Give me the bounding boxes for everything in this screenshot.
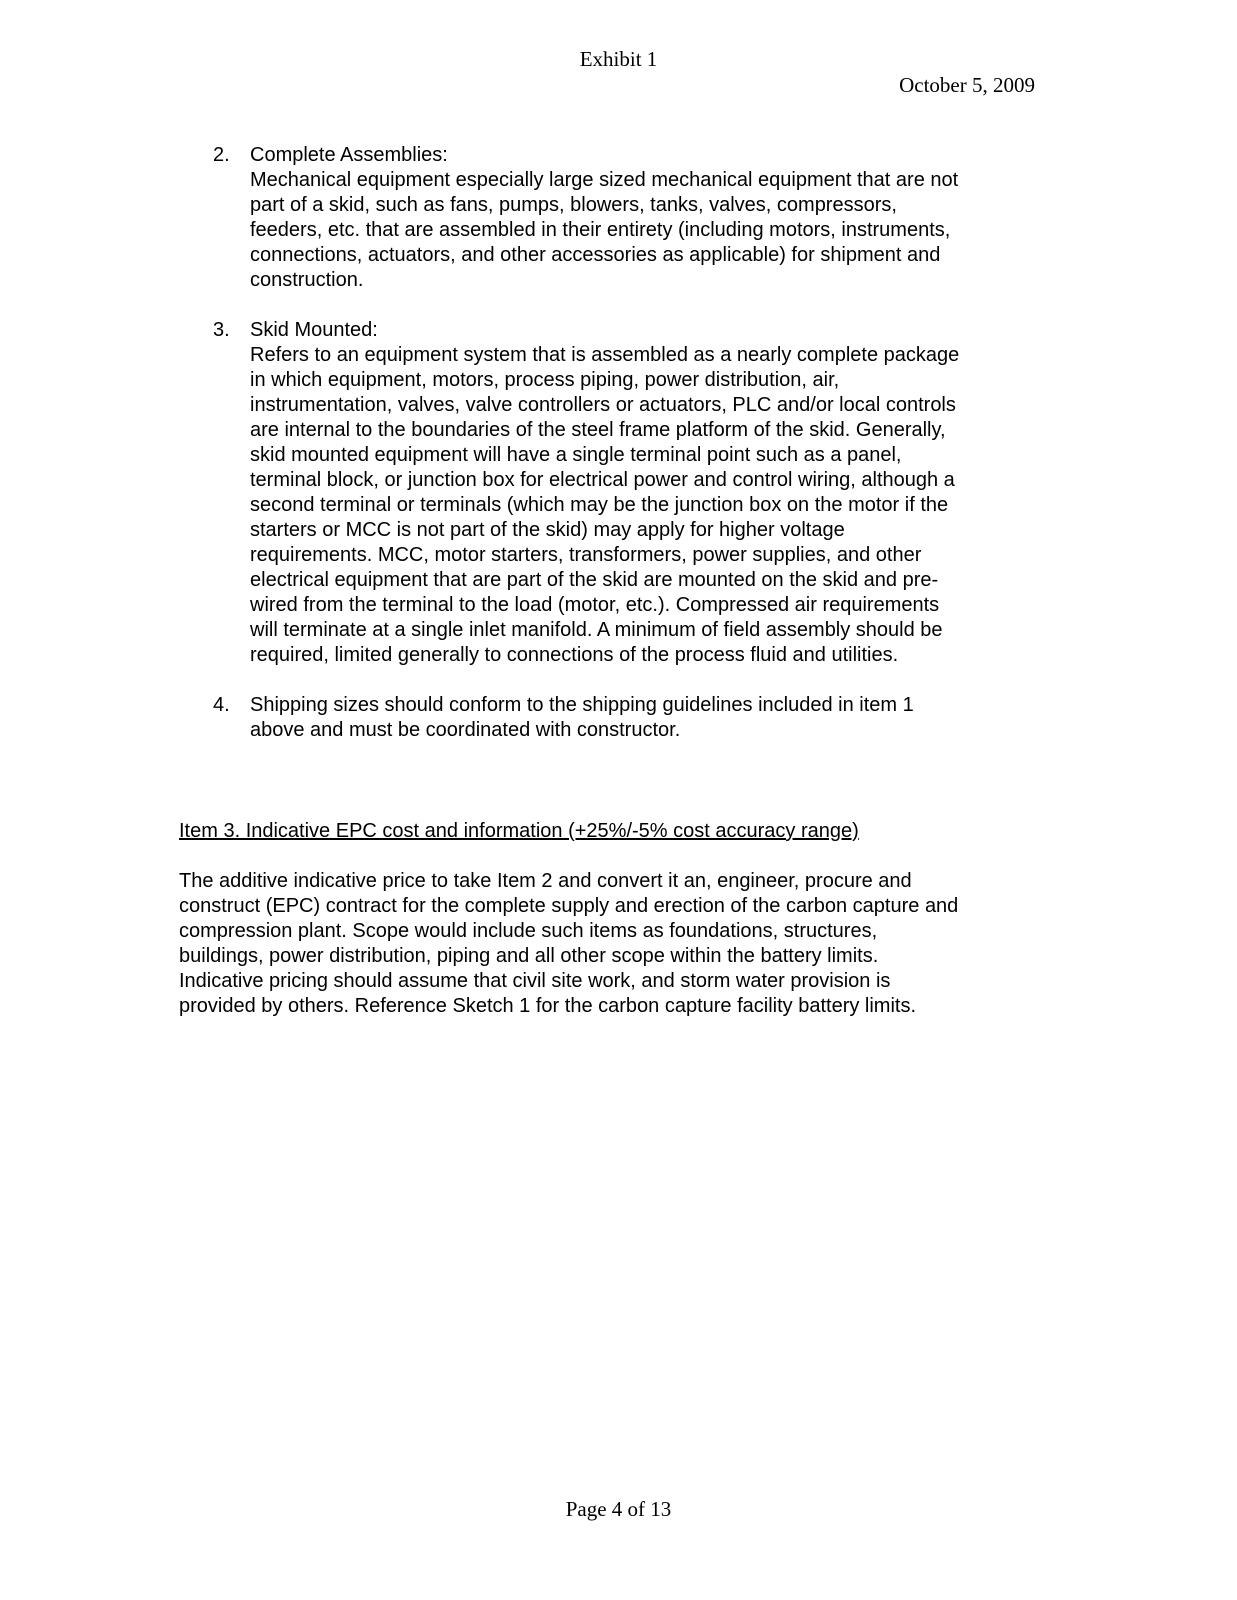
item-3-section [179, 819, 1049, 1019]
list-item-2 [213, 143, 1043, 293]
list-item-4 [213, 693, 1043, 743]
list-item-body: Shipping sizes should conform to the shipping guidelines included in item 1 above and must be coordinated with constructor. [250, 694, 914, 741]
list-item-number: 4. [213, 694, 230, 716]
list-item-title: Skid Mounted: [250, 319, 378, 341]
page-number: Page 4 of 13 [565, 1497, 672, 1521]
list-item-body: Refers to an equipment system that is assembled as a nearly complete package in which equipment, motors, process piping, power distribution, air, instrumentation, valves, valve controllers or actuators, PLC and/or local controls are internal to the boundaries of the steel frame platform of the skid. Generally, skid mounted equipment will have a single terminal point such as a panel, terminal block, or junction box for electrical power and control wiring, although a second terminal or terminals (which may be the junction box on the motor if the starters or MCC is not part of the skid) may apply for higher voltage requirements. MCC, motor starters, transformers, power supplies, and other electrical equipment that are part of the skid are mounted on the skid and pre- wired from the terminal to the load (motor, etc.). Compressed air requirements will terminate at a single inlet manifold. A minimum of field assembly should be required, limited generally to connections of the process fluid and utilities. [250, 344, 960, 666]
section-paragraph: The additive indicative price to take Item 2 and convert it an, engineer, procure and construct (EPC) contract for the complete supply and erection of the carbon capture and compression plant. Scope would include such items as foundations, structures, buildings, power distribution, piping and all other scope within the battery limits. Indicative pricing should assume that civil site work, and storm water provision is provided by others. Reference Sketch 1 for the carbon capture facility battery limits. [179, 870, 959, 1017]
document-date: October 5, 2009 [899, 73, 1035, 97]
list-item-3 [213, 318, 1043, 668]
exhibit-title: Exhibit 1 [579, 47, 658, 71]
numbered-list [213, 143, 1043, 768]
section-heading: Item 3. Indicative EPC cost and information (+25%/-5% cost accuracy range) [179, 820, 859, 842]
list-item-title: Complete Assemblies: [250, 144, 448, 166]
list-item-number: 3. [213, 319, 230, 341]
list-item-body: Mechanical equipment especially large sized mechanical equipment that are not part of a skid, such as fans, pumps, blowers, tanks, valves, compressors, feeders, etc. that are assembled in their entirety (including motors, instruments, connections, actuators, and other accessories as applicable) for shipment and construction. [250, 169, 959, 291]
list-item-number: 2. [213, 144, 230, 166]
